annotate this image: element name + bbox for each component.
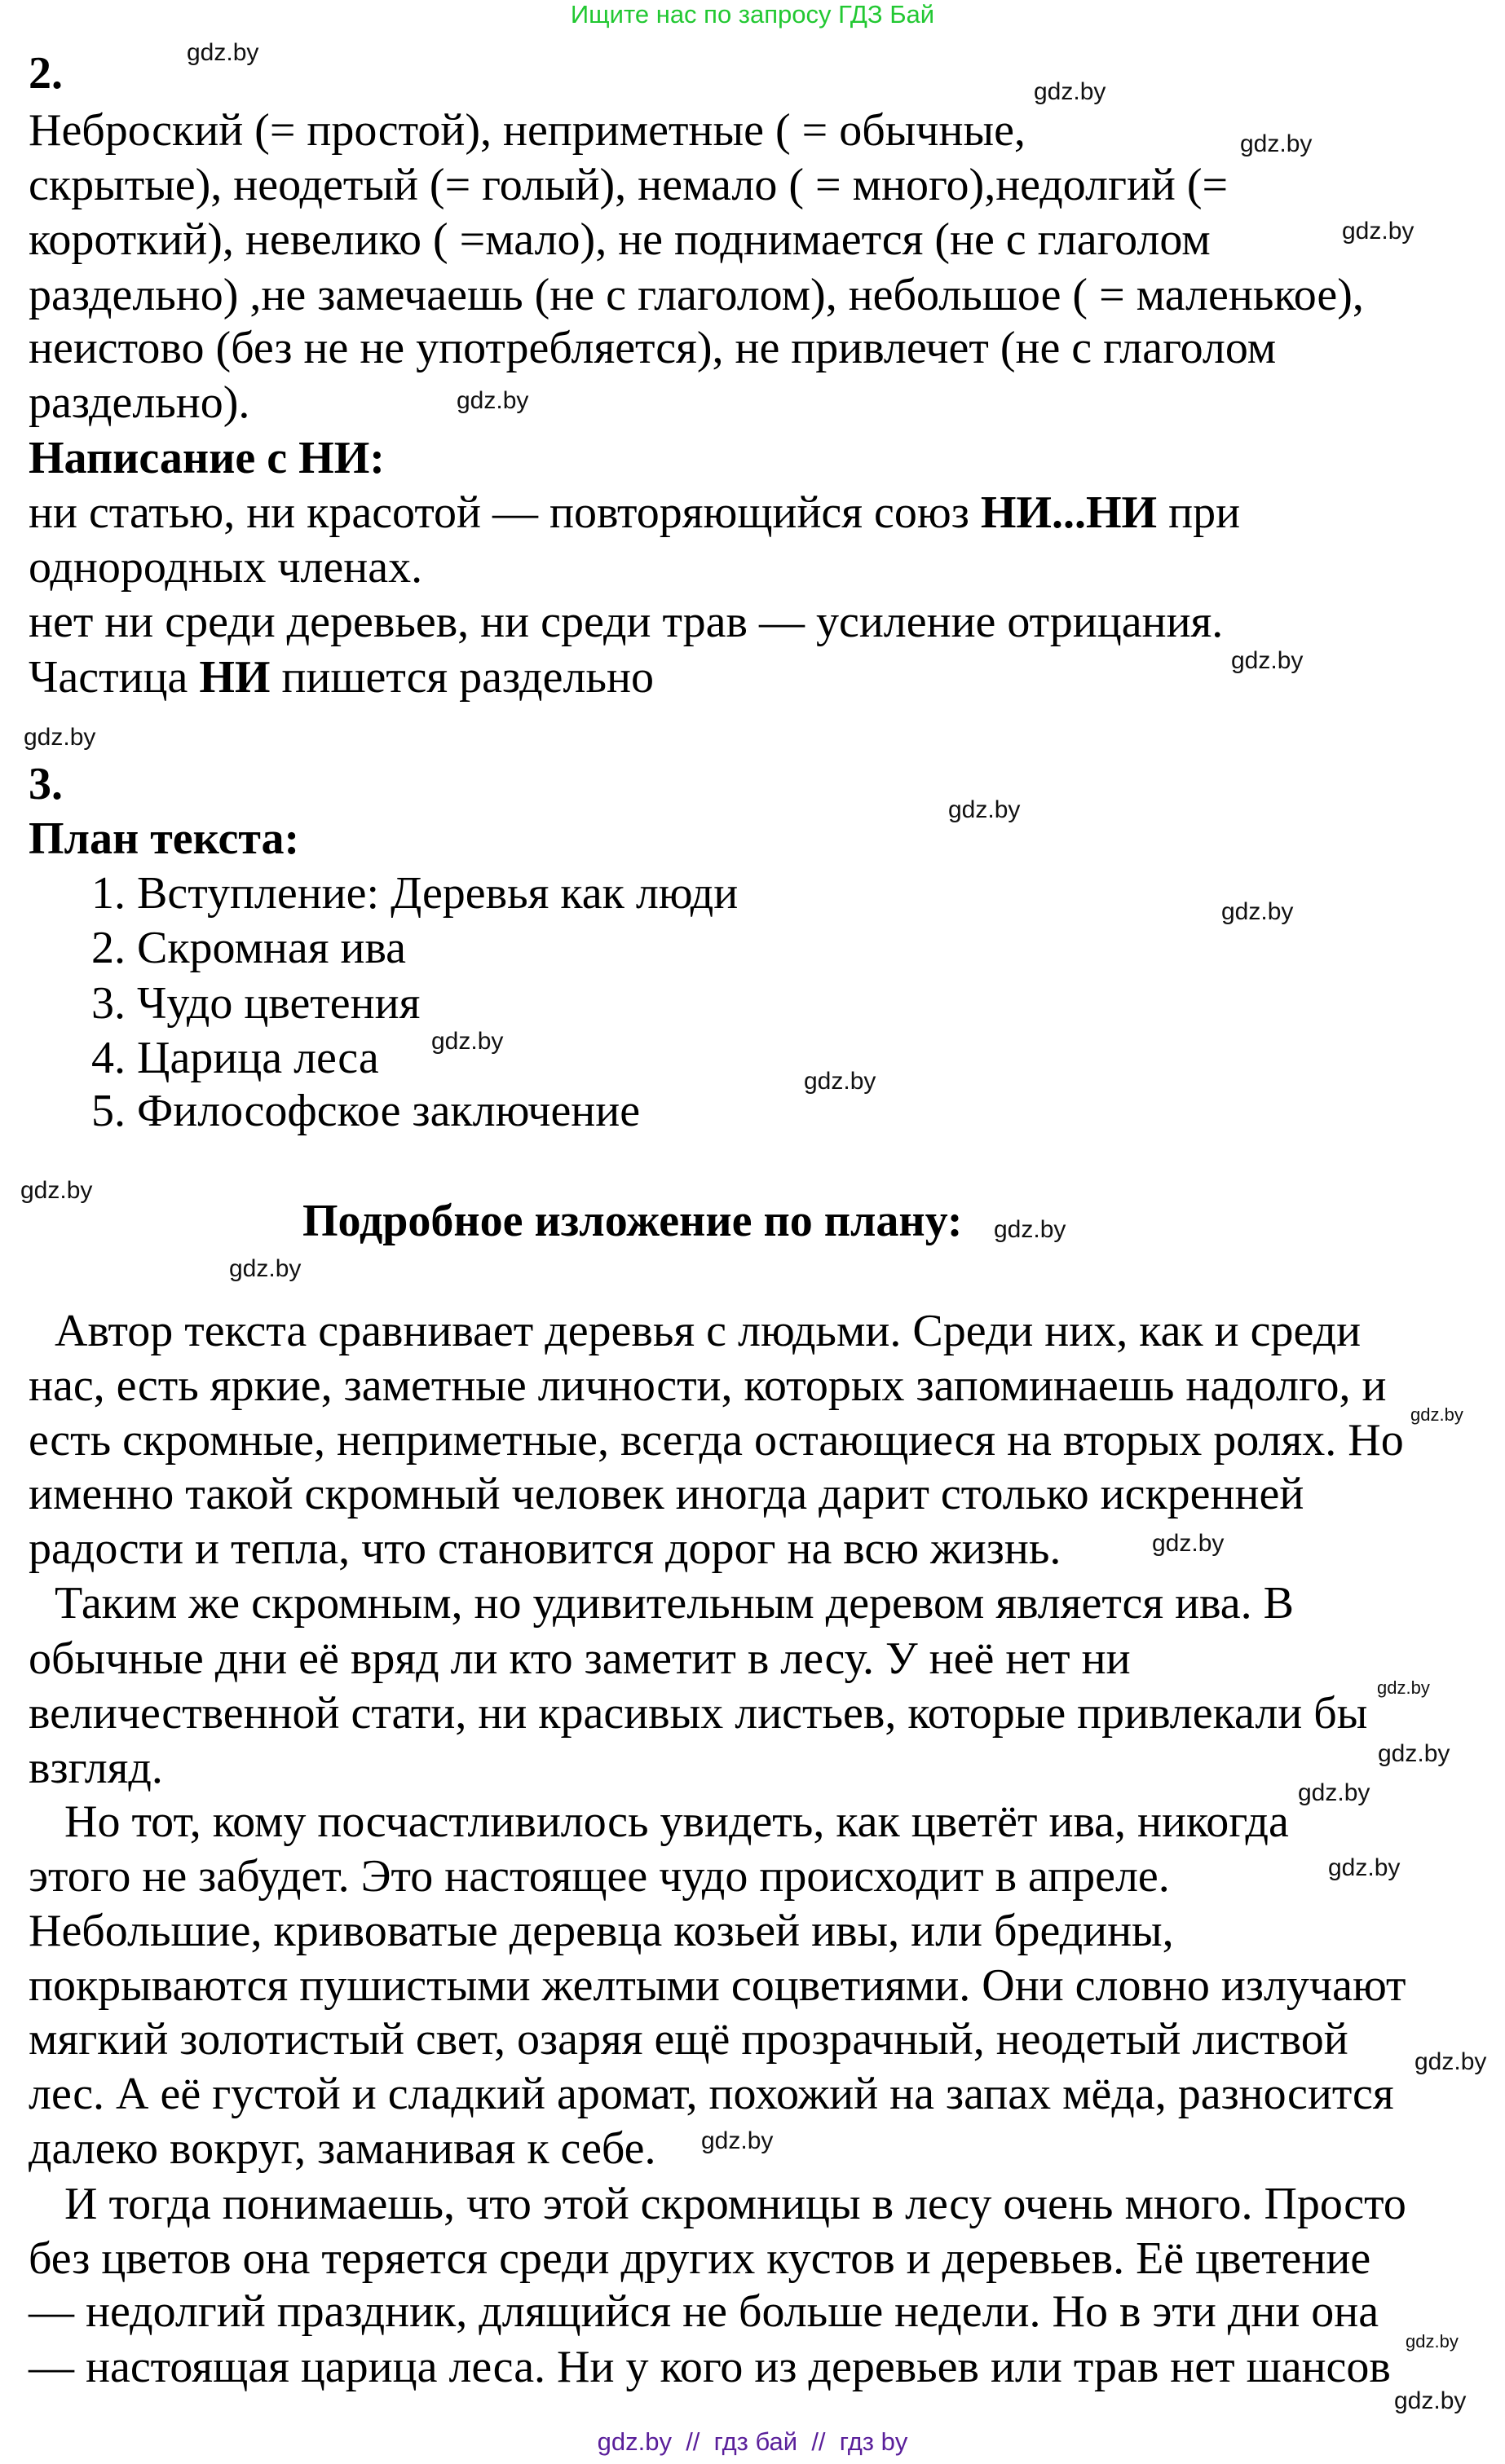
text-segment: однородных членах.	[29, 542, 423, 593]
watermark-text: gdz.by	[1240, 130, 1313, 157]
footer-separator: //	[671, 2427, 714, 2456]
text-segment: ни статью, ни красотой — повторяющийся союз	[29, 487, 981, 538]
text-segment: раздельно) ,не замечаешь (не с глаголом), небольшое ( = маленькое),	[29, 270, 1364, 320]
text-segment: этого не забудет. Это настоящее чудо происходит в апреле.	[29, 1851, 1170, 1902]
text-line	[29, 214, 1211, 266]
text-line	[29, 1414, 1404, 1466]
watermark-text: gdz.by	[229, 1255, 302, 1282]
watermark-text: gdz.by	[1377, 1677, 1430, 1698]
bold-text: План текста:	[29, 813, 300, 864]
footer-separator: //	[797, 2427, 840, 2456]
text-segment: неистово (без не не употребляется), не привлечет (не с глаголом	[29, 323, 1277, 373]
section-number	[29, 758, 63, 810]
text-segment: 1. Вступление: Деревья как люди	[91, 868, 739, 919]
watermark-text: gdz.by	[1415, 2048, 1487, 2075]
text-segment: нет ни среди деревьев, ни среди трав — усиление отрицания.	[29, 597, 1224, 647]
watermark-text: gdz.by	[1378, 1740, 1450, 1767]
watermark-text: gdz.by	[804, 1068, 876, 1095]
text-segment: мягкий золотистый свет, озаряя ещё прозрачный, неодетый листвой	[29, 2014, 1348, 2065]
text-segment: Автор текста сравнивает деревья с людьми. Среди них, как и среди	[55, 1306, 1362, 1356]
footer-link[interactable]: гдз by	[839, 2427, 908, 2456]
text-line	[29, 2068, 1394, 2120]
plan-list-item	[91, 867, 738, 919]
text-segment: есть скромные, неприметные, всегда остающиеся на вторых ролях. Но	[29, 1415, 1404, 1466]
text-segment: покрываются пушистыми желтыми соцветиями. Они словно излучают	[29, 1960, 1406, 2011]
watermark-text: gdz.by	[24, 724, 96, 751]
watermark-text: gdz.by	[1298, 1779, 1370, 1806]
watermark-text: gdz.by	[701, 2127, 774, 2154]
text-segment: Небольшие, кривоватые деревца козьей ивы, или бредины,	[29, 1906, 1174, 1956]
text-line	[29, 1633, 1131, 1685]
footer-links	[0, 2426, 1505, 2458]
section-number	[29, 47, 63, 99]
text-segment: 4. Царица леса	[91, 1033, 379, 1083]
text-line	[29, 104, 1026, 156]
watermark-text: gdz.by	[457, 387, 529, 414]
plan-list-item	[91, 977, 420, 1029]
watermark-text: gdz.by	[431, 1028, 504, 1055]
text-segment: скрытые), неодетый (= голый), немало ( = много),недолгий (=	[29, 160, 1229, 210]
text-segment: — настоящая царица леса. Ни у кого из деревьев или трав нет шансов	[29, 2342, 1391, 2392]
footer-link[interactable]: gdz.by	[597, 2427, 672, 2456]
section-title	[302, 1195, 963, 1247]
watermark-text: gdz.by	[1034, 78, 1106, 105]
bold-text: Написание с НИ:	[29, 433, 385, 483]
bold-text: НИ...НИ	[980, 487, 1158, 538]
text-line	[29, 651, 654, 703]
text-line	[29, 1905, 1174, 1957]
bold-text: 3.	[29, 759, 63, 809]
watermark-text: gdz.by	[1394, 2387, 1467, 2414]
text-segment: 3. Чудо цветения	[91, 978, 421, 1029]
text-line	[29, 1468, 1304, 1520]
text-line	[29, 1687, 1367, 1739]
watermark-text: gdz.by	[1152, 1530, 1225, 1557]
watermark-text: gdz.by	[1342, 218, 1415, 245]
text-line	[29, 2285, 1379, 2338]
text-line	[29, 1850, 1170, 1902]
plan-list-item	[91, 1085, 640, 1137]
text-line	[55, 1577, 1294, 1629]
text-line	[29, 2233, 1370, 2285]
footer-link[interactable]: гдз бай	[713, 2427, 798, 2456]
text-line	[29, 596, 1223, 648]
text-segment: Неброский (= простой), неприметные ( = обычные,	[29, 105, 1026, 156]
watermark-text: gdz.by	[1406, 2331, 1459, 2352]
text-line	[29, 322, 1276, 374]
text-segment: далеко вокруг, заманивая к себе.	[29, 2123, 656, 2174]
text-segment: радости и тепла, что становится дорог на всю жизнь.	[29, 1523, 1061, 1574]
text-segment: короткий), невелико ( =мало), не поднимается (не с глаголом	[29, 214, 1211, 265]
text-segment: без цветов она теряется среди других кустов и деревьев. Её цветение	[29, 2233, 1371, 2284]
text-segment: Частица	[29, 652, 200, 703]
text-line	[29, 1360, 1386, 1412]
text-segment: именно такой скромный человек иногда дарит столько искренней	[29, 1469, 1304, 1519]
plan-list-item	[91, 922, 406, 974]
bold-text: НИ	[199, 652, 271, 703]
text-line	[29, 269, 1364, 321]
text-segment: лес. А её густой и сладкий аромат, похожий на запах мёда, разносится	[29, 2069, 1394, 2119]
watermark-text: gdz.by	[1221, 898, 1294, 925]
text-line	[29, 377, 249, 429]
watermark-text: gdz.by	[20, 1177, 93, 1204]
text-line	[29, 487, 1240, 539]
text-segment: взгляд.	[29, 1743, 163, 1793]
text-line	[29, 2341, 1391, 2393]
text-line	[29, 1742, 163, 1794]
text-line	[29, 1959, 1406, 2012]
bold-text: 2.	[29, 48, 63, 99]
text-line	[55, 1305, 1361, 1357]
subheading	[29, 432, 385, 484]
text-segment: Таким же скромным, но удивительным деревом является ива. В	[55, 1578, 1295, 1629]
text-segment: Но тот, кому посчастливилось увидеть, как цветёт ива, никогда	[64, 1796, 1289, 1847]
watermark-text: gdz.by	[1410, 1404, 1463, 1425]
text-segment: величественной стати, ни красивых листьев, которые привлекали бы	[29, 1688, 1368, 1739]
watermark-text: gdz.by	[948, 796, 1021, 823]
text-segment: обычные дни её вряд ли кто заметит в лесу. У неё нет ни	[29, 1633, 1131, 1684]
text-segment: при	[1157, 487, 1241, 538]
watermark-text: gdz.by	[994, 1216, 1066, 1243]
text-line	[29, 2122, 656, 2175]
watermark-text: gdz.by	[187, 39, 259, 66]
plan-list-item	[91, 1032, 379, 1084]
text-segment: — недолгий праздник, длящийся не больше недели. Но в эти дни она	[29, 2286, 1379, 2337]
text-segment: пишется раздельно	[270, 652, 654, 703]
text-segment: 5. Философское заключение	[91, 1086, 641, 1136]
text-segment: И тогда понимаешь, что этой скромницы в лесу очень много. Просто	[64, 2179, 1406, 2229]
bold-text: Подробное изложение по плану:	[302, 1196, 963, 1246]
header-banner: Ищите нас по запросу ГДЗ Бай	[570, 0, 935, 29]
text-line	[29, 2013, 1348, 2065]
text-line	[29, 541, 422, 593]
watermark-text: gdz.by	[1231, 647, 1304, 674]
text-segment: нас, есть яркие, заметные личности, которых запоминаешь надолго, и	[29, 1360, 1387, 1411]
subheading	[29, 813, 299, 865]
text-line	[29, 1523, 1061, 1575]
text-line	[29, 159, 1228, 211]
text-line	[64, 2178, 1406, 2230]
text-line	[64, 1796, 1289, 1848]
text-segment: 2. Скромная ива	[91, 923, 407, 973]
watermark-text: gdz.by	[1328, 1854, 1401, 1881]
text-segment: раздельно).	[29, 377, 250, 428]
